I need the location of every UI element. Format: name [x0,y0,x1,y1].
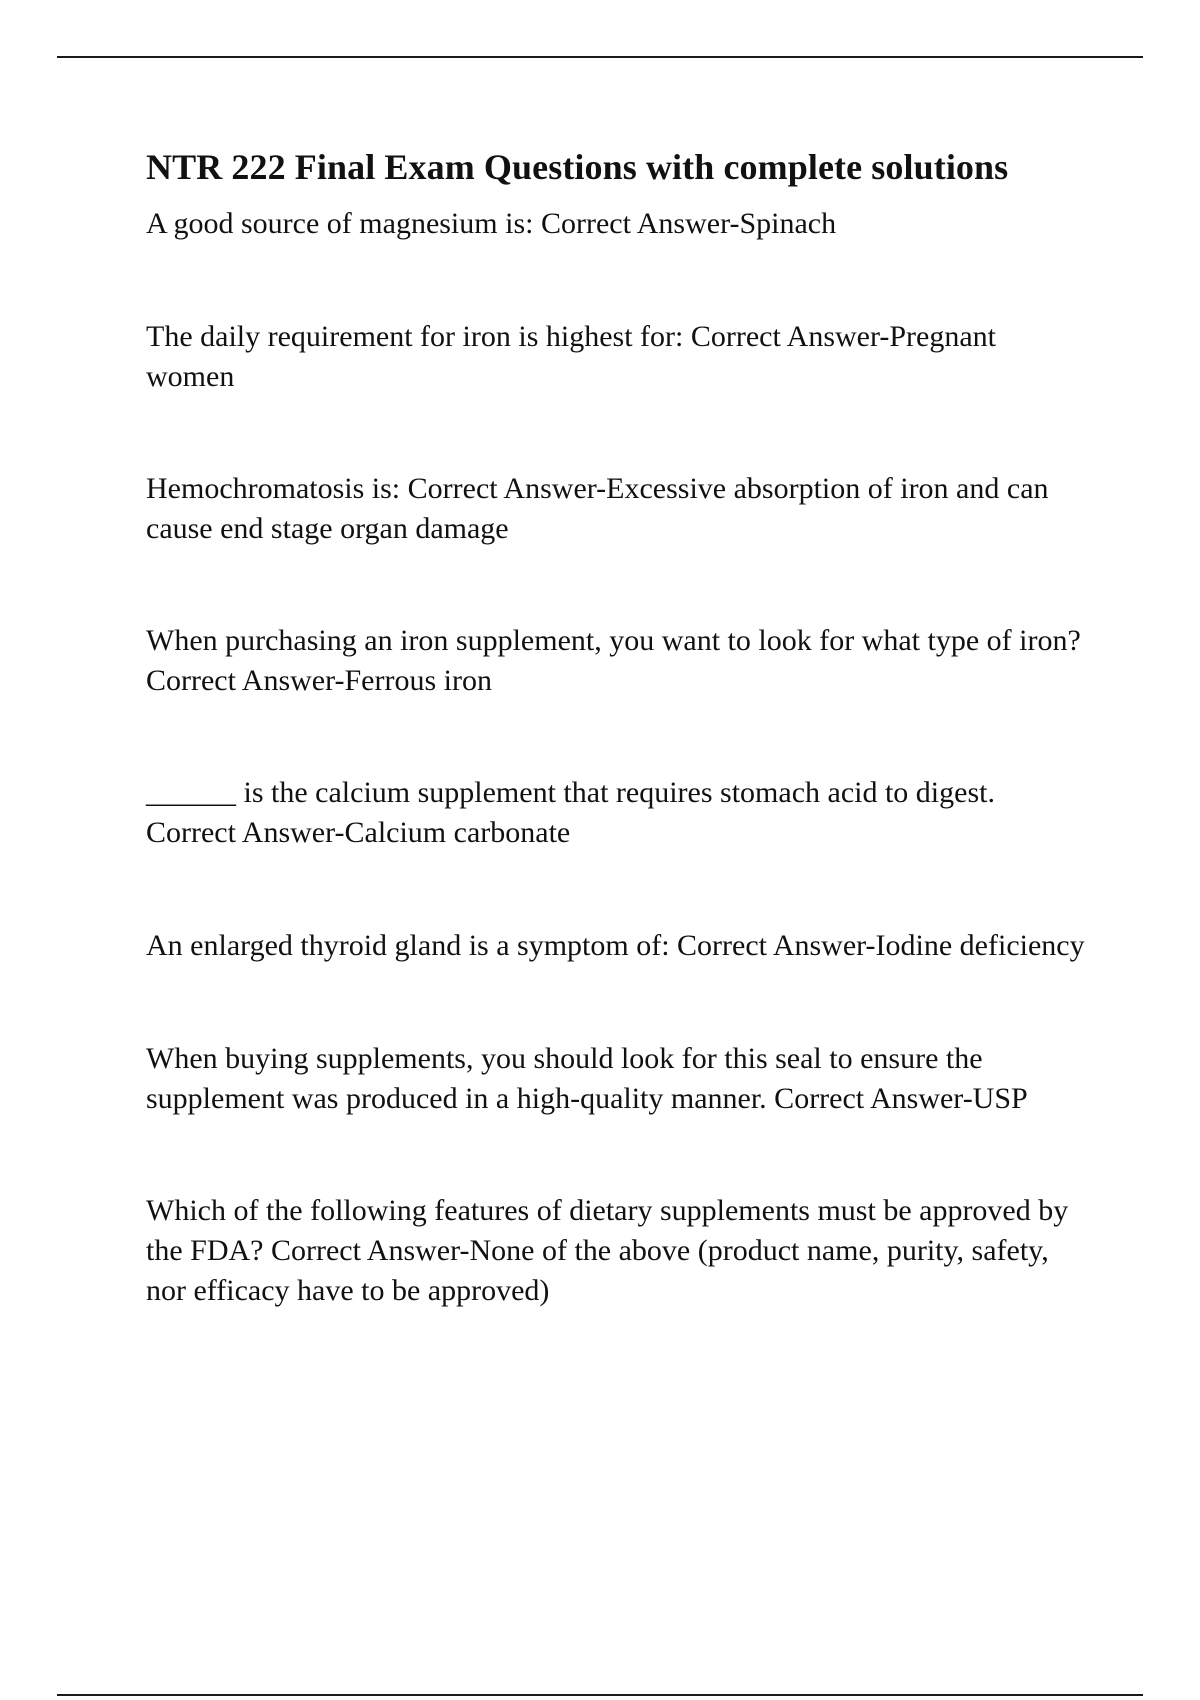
qa-item: ______ is the calcium supplement that requires stomach acid to digest. Correct Answer-Calcium carbonate [146,776,995,849]
qa-item: Hemochromatosis is: Correct Answer-Excessive absorption of iron and can cause end stage organ damage [146,472,1049,545]
page-title: NTR 222 Final Exam Questions with complete solutions [146,147,1009,187]
qa-item: Which of the following features of dietary supplements must be approved by the FDA? Correct Answer-None of the above (product name, purity, safety, nor efficacy have to be approved) [146,1194,1069,1307]
qa-item: The daily requirement for iron is highest for: Correct Answer-Pregnant women [146,320,996,393]
document-body [146,142,1086,1311]
header-rule [57,56,1143,58]
qa-item: A good source of magnesium is: Correct Answer-Spinach [146,207,837,240]
footer-rule [57,1694,1143,1696]
qa-item: When purchasing an iron supplement, you want to look for what type of iron? Correct Answer-Ferrous iron [146,624,1081,697]
qa-item: An enlarged thyroid gland is a symptom of: Correct Answer-Iodine deficiency [146,929,1085,962]
qa-item: When buying supplements, you should look for this seal to ensure the supplement was produced in a high-quality manner. Correct Answer-USP [146,1042,1028,1115]
